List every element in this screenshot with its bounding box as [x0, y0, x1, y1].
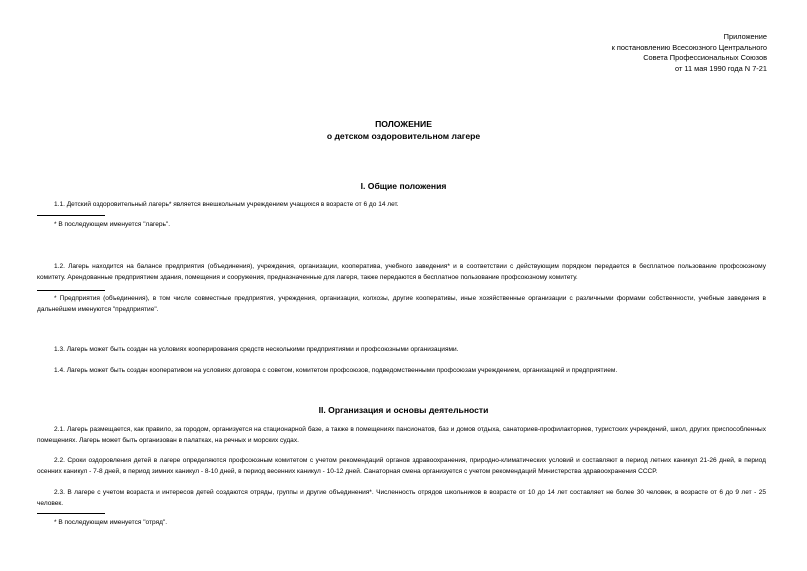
footnote-divider — [37, 513, 105, 514]
footnote-divider — [37, 215, 105, 216]
appendix-line: Совета Профессиональных Союзов — [643, 53, 767, 63]
appendix-line: к постановлению Всесоюзного Центрального — [611, 42, 767, 52]
paragraph-2-3: 2.3. В лагере с учетом возраста и интересов детей создаются отряды, группы и другие объединения*. Численность отрядов школьников в возрасте от 10 до 14 лет составляет не более 30 человек, в возрасте от 6 до 9 лет - 25 человек. — [37, 489, 766, 507]
footnote-divider — [37, 290, 105, 291]
paragraph-1-1: 1.1. Детский оздоровительный лагерь* является внешкольным учреждением учащихся в возрасте от 6 до 14 лет. — [54, 201, 399, 208]
paragraph-2-2: 2.2. Сроки оздоровления детей в лагере определяются профсоюзным комитетом с учетом рекомендаций органов здравоохранения, природно-климатических условий и составляют в период летних каникул 21-26 дней, в период осенних каникул - 7-8 дней, в период зимних каникул - 8-10 дней, в период весенних каникул - 10-12 дней. Санаторная смена организуется с учетом рекомендаций Министерства здравоохранения СССР. — [37, 457, 766, 475]
section-heading: I. Общие положения — [360, 181, 447, 191]
document-subtitle: о детском оздоровительном лагере — [326, 131, 481, 141]
appendix-line: от 11 мая 1990 года N 7-21 — [675, 63, 767, 73]
paragraph-1-4: 1.4. Лагерь может быть создан кооперативом на условиях договора с советом, комитетом профсоюзов, подведомственными профсоюзам учреждением, организацией и предприятием. — [54, 367, 618, 374]
footnote: * Предприятия (объединения), в том числе совместные предприятия, учреждения, организации, колхозы, другие кооперативы, иные хозяйственные организации с различными формами собственности, учебные заведения в дальнейшем именуются "предприятие". — [37, 295, 766, 313]
appendix-line: Приложение — [723, 32, 767, 41]
footnote: * В последующем именуется "отряд". — [54, 519, 168, 526]
paragraph-2-1: 2.1. Лагерь размещается, как правило, за городом, организуется на стационарной базе, а также в помещениях пансионатов, баз и домов отдыха, санаториев-профилакториев, туристских учреждений, школ, других приспособленных помещениях. Лагерь может быть организован в палатках, на речных и морских судах. — [37, 426, 766, 444]
section-heading: II. Организация и основы деятельности — [318, 405, 489, 415]
document-title: ПОЛОЖЕНИЕ — [375, 119, 432, 129]
paragraph-1-2: 1.2. Лагерь находится на балансе предприятия (объединения), учреждения, организации, кооператива, учебного заведения* и в соответствии с действующим порядком передается в бесплатное пользование профсоюзному комитету. Арендованные предприятием здания, помещения и сооружения, предназначенные для лагеря, также передаются в бесплатное пользование профсоюзному комитету. — [37, 263, 766, 281]
appendix-header — [612, 32, 767, 74]
footnote: * В последующем именуется "лагерь". — [54, 221, 171, 228]
paragraph-1-3: 1.3. Лагерь может быть создан на условиях кооперирования средств несколькими предприятиями и профсоюзными организациями. — [54, 346, 459, 353]
